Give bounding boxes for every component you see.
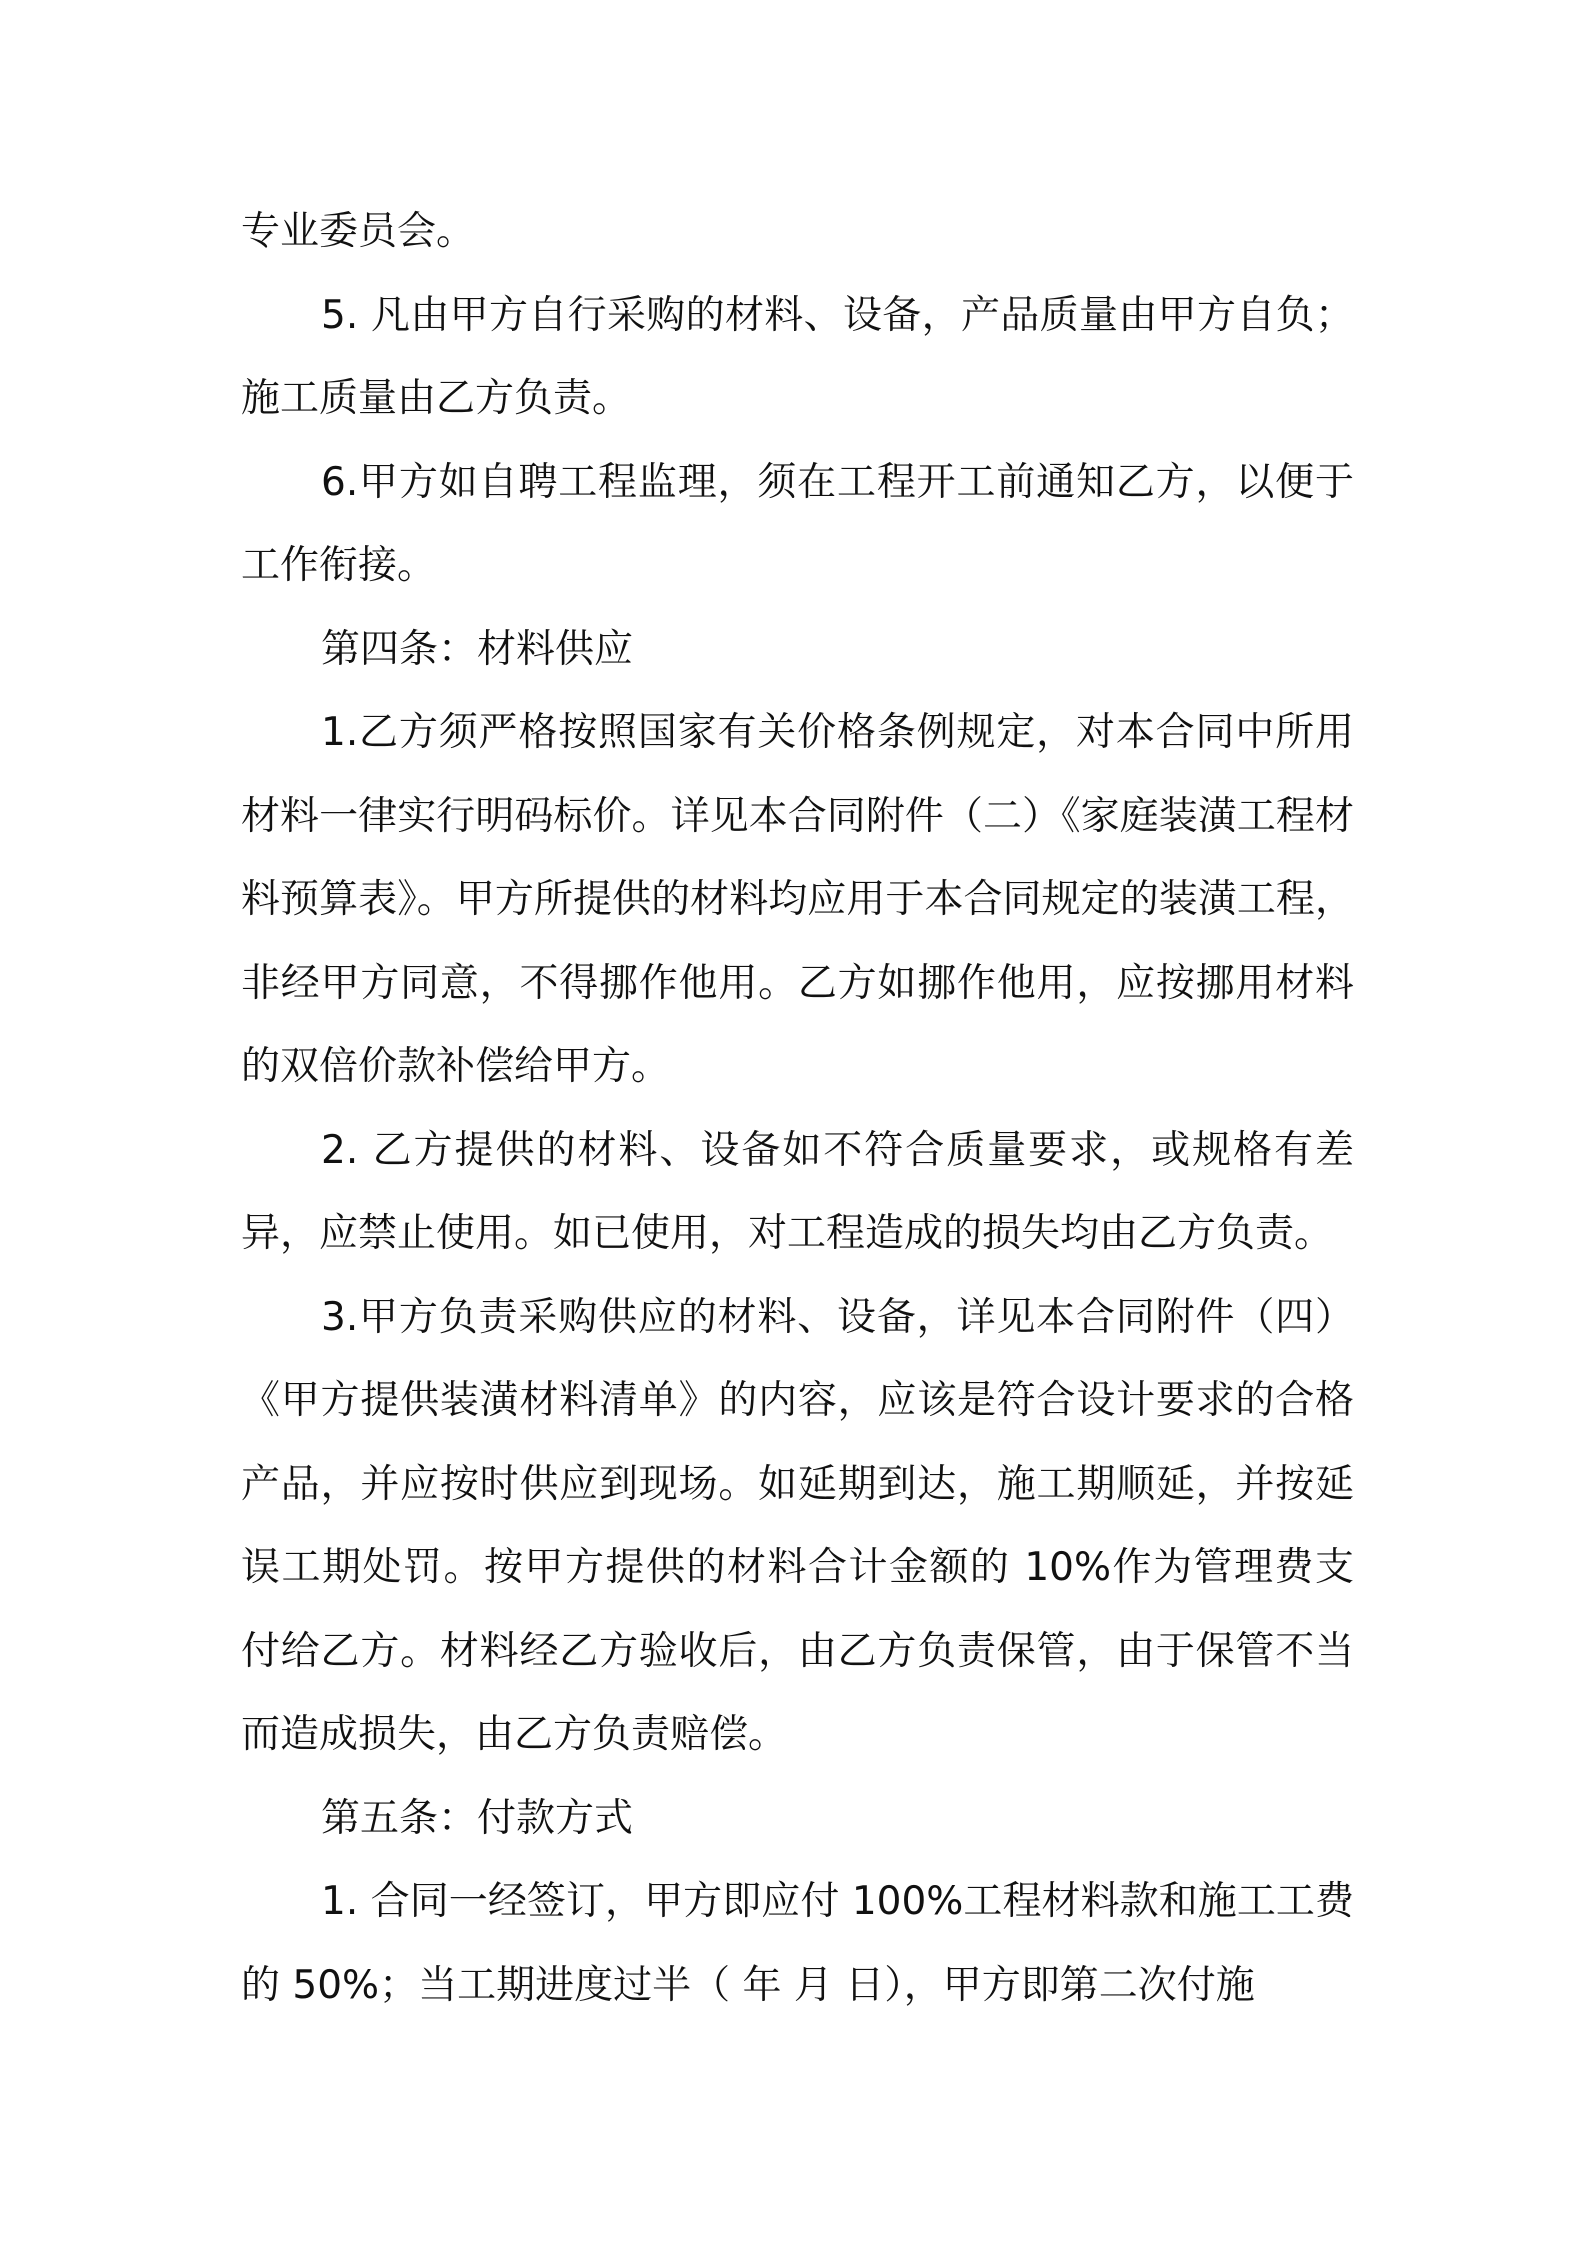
article-5-item-1: 1. 合同一经签订，甲方即应付 100%工程材料款和施工工费的 50%；当工期进度过半（ 年 月 日），甲方即第二次付施 bbox=[241, 1879, 1354, 2008]
paragraph-item-5: 5. 凡由甲方自行采购的材料、设备，产品质量由甲方自负；施工质量由乙方负责。 bbox=[241, 292, 1354, 421]
article-4-heading: 第四条：材料供应 bbox=[321, 626, 634, 672]
paragraph-continuation: 专业委员会。 bbox=[241, 209, 476, 254]
article-4-item-1: 1.乙方须严格按照国家有关价格条例规定，对本合同中所用材料一律实行明码标价。详见本合同附件（二）《家庭装潢工程材料预算表》。甲方所提供的材料均应用于本合同规定的装潢工程，非经甲方同意，不得挪作他用。乙方如挪作他用，应按挪用材料的双倍价款补偿给甲方。 bbox=[241, 710, 1354, 1089]
document-body bbox=[241, 190, 1354, 2027]
article-4-item-3: 3.甲方负责采购供应的材料、设备，详见本合同附件（四）《甲方提供装潢材料清单》的内容，应该是符合设计要求的合格产品，并应按时供应到现场。如延期到达，施工期顺延，并按延误工期处罚。按甲方提供的材料合计金额的 10%作为管理费支付给乙方。材料经乙方验收后，由乙方负责保管，由于保管不当而造成损失，由乙方负责赔偿。 bbox=[241, 1294, 1354, 1757]
article-5-heading: 第五条：付款方式 bbox=[321, 1795, 634, 1841]
article-4-item-2: 2. 乙方提供的材料、设备如不符合质量要求，或规格有差异，应禁止使用。如已使用，对工程造成的损失均由乙方负责。 bbox=[241, 1127, 1354, 1256]
paragraph-item-6: 6.甲方如自聘工程监理，须在工程开工前通知乙方，以便于工作衔接。 bbox=[241, 459, 1354, 588]
